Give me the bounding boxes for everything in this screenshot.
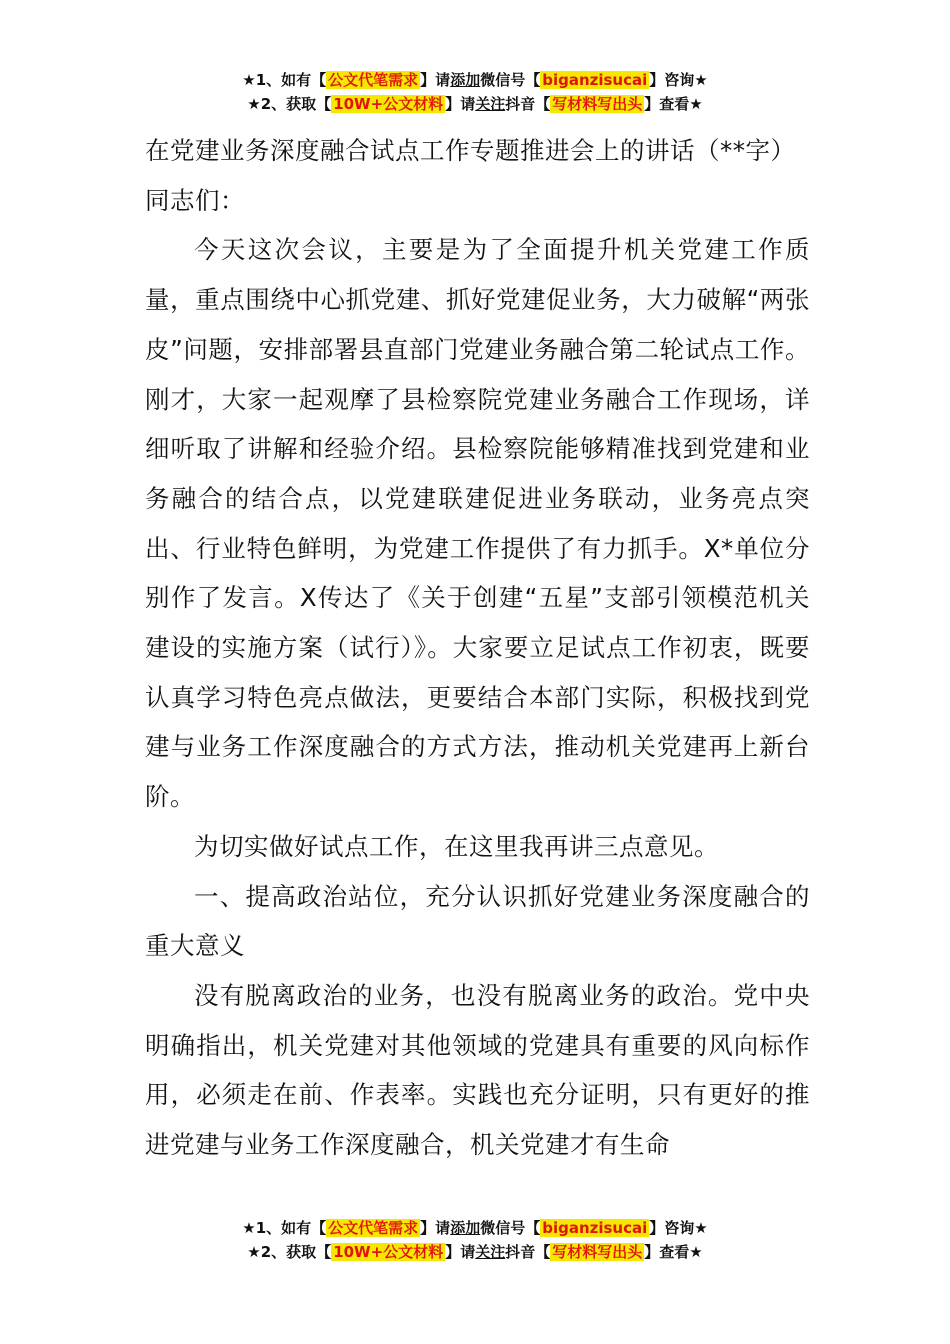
highlight-douyin: 写材料写出头	[552, 95, 643, 113]
star-icon: ★	[242, 1219, 256, 1237]
highlight-service: 公文代笔需求	[328, 71, 419, 89]
highlight-wechat-id: biganzisucai	[542, 1219, 648, 1237]
document-body	[145, 126, 810, 1170]
promo-line-1: ★1、如有【 公文代笔需求 】请添加微信号【 biganzisucai 】咨询★	[242, 71, 708, 89]
promo-line-1: ★1、如有【 公文代笔需求 】请添加微信号【 biganzisucai 】咨询★	[242, 1219, 708, 1237]
promo-line-2: ★2、获取【 10W+公文材料 】请关注抖音【 写材料写出头 】查看★	[247, 1243, 703, 1261]
section-heading: 一、提高政治站位，充分认识抓好党建业务深度融合的重大意义	[145, 881, 810, 961]
paragraph: 为切实做好试点工作，在这里我再讲三点意见。	[194, 831, 719, 861]
bottom-promo-banner	[0, 1216, 950, 1264]
highlight-douyin: 写材料写出头	[552, 1243, 643, 1261]
highlight-materials: 10W+公文材料	[333, 1243, 444, 1261]
paragraph: 今天这次会议，主要是为了全面提升机关党建工作质量，重点围绕中心抓党建、抓好党建促业务，大力破解“两张皮”问题，安排部署县直部门党建业务融合第二轮试点工作。刚才，大家一起观摩了县检察院党建业务融合工作现场，详细听取了讲解和经验介绍。县检察院能够精准找到党建和业务融合的结合点，以党建联建促进业务联动，业务亮点突出、行业特色鲜明，为党建工作提供了有力抓手。X*单位分别作了发言。X传达了《关于创建“五星”支部引领模范机关建设的实施方案（试行）》。大家要立足试点工作初衷，既要认真学习特色亮点做法，更要结合本部门实际，积极找到党建与业务工作深度融合的方式方法，推动机关党建再上新台阶。	[145, 235, 810, 812]
highlight-service: 公文代笔需求	[328, 1219, 419, 1237]
top-promo-banner	[0, 68, 950, 116]
highlight-wechat-id: biganzisucai	[542, 71, 648, 89]
star-icon: ★	[247, 1243, 261, 1261]
promo-line-2: ★2、获取【 10W+公文材料 】请关注抖音【 写材料写出头 】查看★	[247, 95, 703, 113]
greeting: 同志们：	[145, 185, 245, 215]
paragraph: 没有脱离政治的业务，也没有脱离业务的政治。党中央明确指出，机关党建对其他领域的党建具有重要的风向标作用，必须走在前、作表率。实践也充分证明，只有更好的推进党建与业务工作深度融合，机关党建才有生命	[145, 980, 810, 1160]
star-icon: ★	[247, 95, 261, 113]
star-icon: ★	[242, 71, 256, 89]
highlight-materials: 10W+公文材料	[333, 95, 444, 113]
document-title: 在党建业务深度融合试点工作专题推进会上的讲话（**字）	[145, 136, 796, 165]
